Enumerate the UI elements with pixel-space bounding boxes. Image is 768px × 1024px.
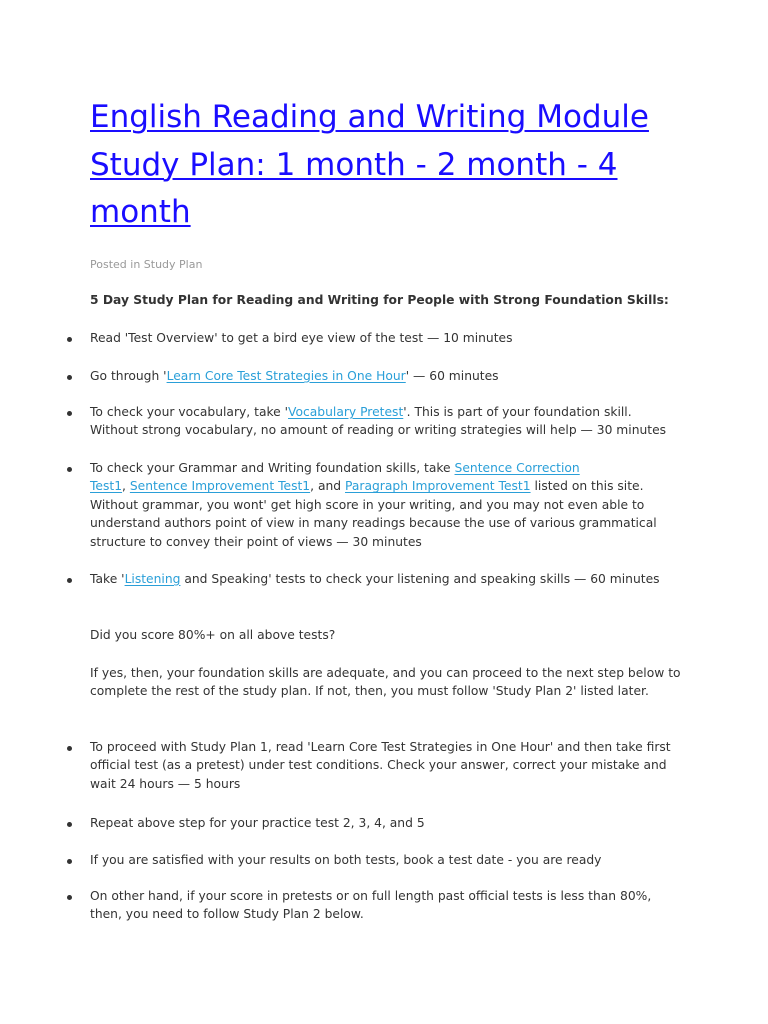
text-segment: To check your Grammar and Writing foundation skills, take xyxy=(90,461,455,475)
paragraph-text: If yes, then, your foundation skills are adequate, and you can proceed to the next step below to xyxy=(90,666,681,680)
list-item-text: structure to convey their point of views — 30 minutes xyxy=(90,534,422,549)
text-segment: listed on this site. xyxy=(530,479,644,494)
posted-in-meta: Posted in Study Plan xyxy=(90,258,203,271)
vocabulary-pretest-link[interactable]: Vocabulary Pretest xyxy=(288,405,404,419)
list-item-text xyxy=(90,477,690,495)
bullet-dot xyxy=(67,859,72,864)
text-segment: '. This is part of your foundation skill. xyxy=(403,405,632,419)
text-segment: To check your vocabulary, take ' xyxy=(90,405,289,419)
text-segment: , and xyxy=(310,479,345,494)
paragraph-text: complete the rest of the study plan. If not, then, you must follow 'Study Plan 2' listed later. xyxy=(90,684,649,699)
bullet-dot xyxy=(67,467,72,472)
list-item-text xyxy=(90,570,690,588)
list-item-text: then, you need to follow Study Plan 2 below. xyxy=(90,907,364,922)
list-item-text: Read 'Test Overview' to get a bird eye view of the test — 10 minutes xyxy=(90,331,513,345)
listening-link[interactable]: Listening xyxy=(124,572,181,586)
section-heading: 5 Day Study Plan for Reading and Writing for People with Strong Foundation Skills: xyxy=(90,293,669,307)
list-item-text: wait 24 hours — 5 hours xyxy=(90,776,241,791)
list-item xyxy=(90,887,690,924)
bullet-dot xyxy=(67,822,72,827)
sentence-correction-link[interactable]: Test1 xyxy=(90,479,123,494)
sentence-correction-link[interactable]: Sentence Correction xyxy=(454,461,580,475)
bullet-dot xyxy=(67,375,72,380)
list-item xyxy=(90,403,690,440)
title-line[interactable]: English Reading and Writing Module xyxy=(90,99,649,135)
question-paragraph xyxy=(90,626,690,644)
list-item xyxy=(90,814,690,832)
list-item-text: Repeat above step for your practice test 2, 3, 4, and 5 xyxy=(90,816,425,830)
title-line[interactable]: Study Plan: 1 month - 2 month - 4 xyxy=(90,146,618,183)
article-title-link[interactable] xyxy=(90,94,730,237)
text-segment: Go through ' xyxy=(90,369,167,383)
list-item xyxy=(90,570,690,588)
text-segment: Take ' xyxy=(90,572,125,586)
list-item-text: official test (as a pretest) under test conditions. Check your answer, correct your mistake and xyxy=(90,758,667,773)
list-item-text: On other hand, if your score in pretests or on full length past official tests is less than 80%, xyxy=(90,889,652,903)
bullet-dot xyxy=(67,746,72,751)
list-item xyxy=(90,738,690,793)
list-item xyxy=(90,329,690,347)
paragraph-improvement-link[interactable]: Paragraph Improvement Test1 xyxy=(345,479,531,494)
bullet-dot xyxy=(67,578,72,583)
list-item-text: If you are satisfied with your results on both tests, book a test date - you are ready xyxy=(90,853,602,867)
text-segment: , xyxy=(122,479,130,494)
list-item-text: Without strong vocabulary, no amount of reading or writing strategies will help — 30 minutes xyxy=(90,423,667,438)
paragraph-text: Did you score 80%+ on all above tests? xyxy=(90,628,336,642)
list-item xyxy=(90,367,690,385)
list-item-text: Without grammar, you wont' get high score in your writing, and you may not even able to xyxy=(90,497,645,512)
list-item-text: understand authors point of view in many readings because the use of various grammatical xyxy=(90,516,657,531)
list-item-text xyxy=(90,367,690,385)
list-item-text: To proceed with Study Plan 1, read 'Learn Core Test Strategies in One Hour' and then take first xyxy=(90,740,671,754)
bullet-dot xyxy=(67,895,72,900)
sentence-improvement-link[interactable]: Sentence Improvement Test1 xyxy=(129,479,311,494)
bullet-dot xyxy=(67,337,72,342)
list-item xyxy=(90,459,690,551)
bullet-dot xyxy=(67,411,72,416)
list-item-text xyxy=(90,403,690,421)
text-segment: and Speaking' tests to check your listening and speaking skills — 60 minutes xyxy=(180,572,660,586)
answer-paragraph xyxy=(90,664,690,701)
learn-core-strategies-link[interactable]: Learn Core Test Strategies in One Hour xyxy=(166,369,406,383)
text-segment: ' — 60 minutes xyxy=(405,369,499,383)
list-item xyxy=(90,851,690,869)
list-item-text xyxy=(90,459,690,477)
title-line[interactable]: month xyxy=(90,194,191,230)
